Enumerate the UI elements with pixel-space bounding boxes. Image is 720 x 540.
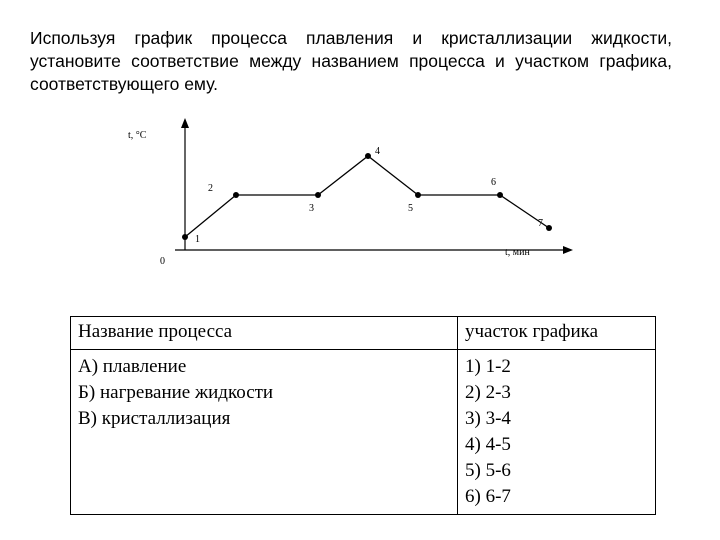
origin-label: 0 [160,256,165,267]
segment-item-3: 3) 3-4 [465,408,511,429]
point-label-6: 6 [491,177,496,188]
header-segment: участок графика [458,317,656,350]
point-2 [233,192,239,198]
point-5 [415,192,421,198]
point-label-4: 4 [375,146,380,157]
graph-line [185,156,549,237]
segment-item-6: 6) 6-7 [465,486,511,507]
header-process: Название процесса [71,317,458,350]
point-7 [546,225,552,231]
point-label-1: 1 [195,234,200,245]
y-axis-label: t, °C [128,130,147,141]
x-axis-arrow [563,246,573,254]
segment-item-2: 2) 2-3 [465,382,511,403]
point-label-2: 2 [208,183,213,194]
segment-item-1: 1) 1-2 [465,356,511,377]
x-axis-label: t, мин [505,247,530,258]
segment-list [458,350,656,515]
table-row [71,350,656,515]
task-text: Используя график процесса плавления и кристаллизации жидкости, установите соответствие между названием процесса и участком графика, соответствующего ему. [30,28,672,94]
table-header-row [71,317,656,350]
process-item-b: Б) нагревание жидкости [78,382,274,403]
process-item-a: А) плавление [78,356,187,377]
segment-item-4: 4) 4-5 [465,434,511,455]
process-item-c: В) кристаллизация [78,408,231,429]
point-label-5: 5 [408,203,413,214]
matching-table [70,316,656,515]
point-1 [182,234,188,240]
point-label-3: 3 [309,203,314,214]
point-label-7: 7 [538,218,543,229]
point-6 [497,192,503,198]
process-list [71,350,458,515]
y-axis-arrow [181,118,189,128]
point-3 [315,192,321,198]
point-4 [365,153,371,159]
segment-item-5: 5) 5-6 [465,460,511,481]
